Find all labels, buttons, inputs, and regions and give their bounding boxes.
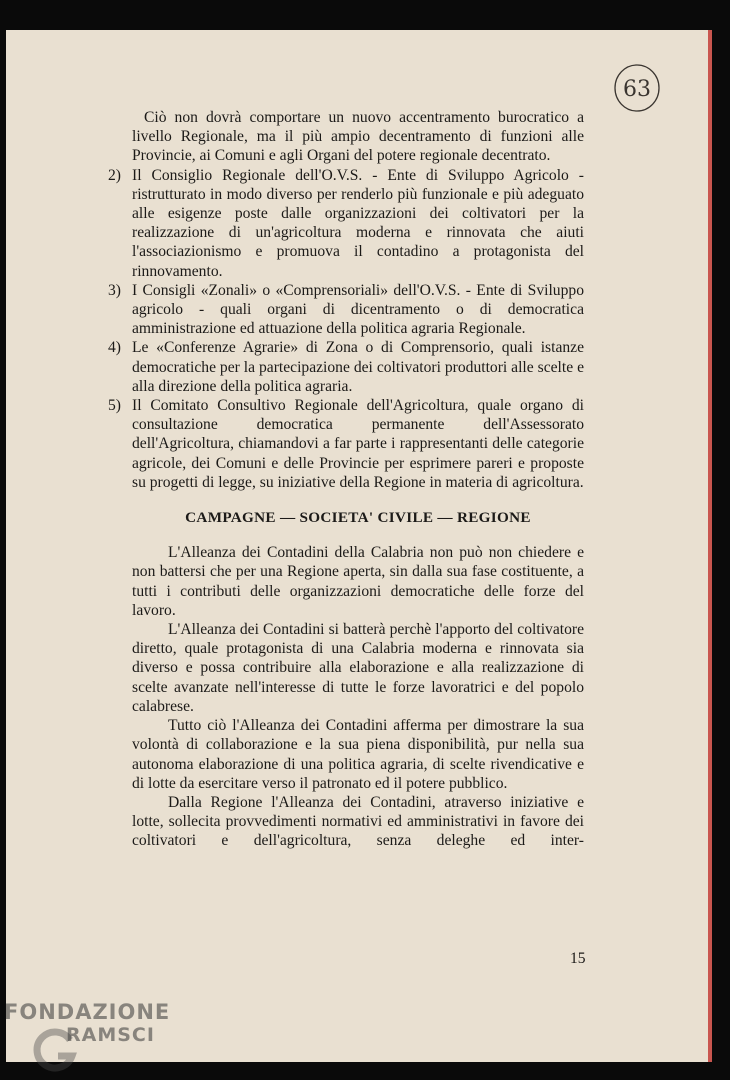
paragraph: Tutto ciò l'Alleanza dei Contadini afferma per dimostrare la sua volontà di collaborazione e la sua piena disponibilità, pur nella sua autonoma elaborazione di una politica agraria, di scelte rivendicative e di lotte da esercitare verso il patronato ed il potere pubblico. (132, 717, 584, 792)
list-text: Il Consiglio Regionale dell'O.V.S. - Ente di Sviluppo Agricolo - ristrutturato in modo diverso per renderlo più funzionale e più adeguato alle esigenze poste dalle organizzazioni dei coltivatori per la realizzazione di un'agricoltura moderna e rinnovata che aiuti l'associazionismo e promuova il contadino a protagonista del rinnovamento. (132, 166, 584, 280)
section-heading: CAMPAGNE — SOCIETA' CIVILE — REGIONE (185, 509, 531, 527)
list-item (108, 166, 584, 281)
watermark-line2: RAMSCI (66, 1024, 155, 1046)
list-item (108, 396, 584, 492)
section-body (108, 543, 584, 850)
intro-paragraph: Ciò non dovrà comportare un nuovo accentramento burocratico a livello Regionale, ma il più ampio decentramento di funzioni alle Provincie, ai Comuni e agli Organi del potere regionale decentrato. (132, 109, 584, 165)
list-item (108, 338, 584, 396)
list-item (108, 281, 584, 339)
list-number: 4) (108, 339, 121, 357)
paragraph: L'Alleanza dei Contadini si batterà perchè l'apporto del coltivatore diretto, quale protagonista di una Calabria moderna e rinnovata sia diverso e possa contribuire alla elaborazione e alla realizzazione di scelte avanzate nell'interesse di tutte le forze lavoratrici e del popolo calabrese. (132, 621, 584, 715)
watermark-line1: FONDAZIONE (4, 1000, 171, 1024)
list-number: 2) (108, 166, 121, 184)
page-number: 15 (570, 950, 586, 967)
list-text: I Consigli «Zonali» o «Comprensoriali» dell'O.V.S. - Ente di Sviluppo agricolo - quali organi di dicentramento o di democratica amministrazione ed attuazione della politica agraria Regionale. (132, 281, 584, 338)
list-number: 5) (108, 397, 121, 415)
handwritten-number-text: 63 (623, 77, 651, 102)
list-text: Le «Conferenze Agrarie» di Zona o di Comprensorio, quali istanze democratiche per la partecipazione dei coltivatori produttori alle scelte e alla direzione della politica agraria. (132, 339, 584, 395)
page-edge (708, 30, 712, 1062)
handwritten-page-number (612, 62, 662, 114)
paragraph: L'Alleanza dei Contadini della Calabria non può non chiedere e non battersi che per una Regione aperta, sin dalla sua fase costituente, a tutti i contributi delle organizzazioni democratiche delle forze del lavoro. (132, 544, 584, 619)
list-number: 3) (108, 281, 121, 299)
paragraph: Dalla Regione l'Alleanza dei Contadini, atraverso iniziative e lotte, sollecita provvedimenti normativi ed amministrativi in favore dei coltivatori e dell'agricoltura, senza deleghe ed inter- (132, 793, 584, 850)
body-text (108, 108, 584, 851)
watermark-logo (4, 1000, 170, 1024)
list-text: Il Comitato Consultivo Regionale dell'Agricoltura, quale organo di consultazione democratica permanente dell'Assessorato dell'Agricoltura, chiamandovi a far parte i rappresentanti delle categorie agricole, dei Comuni e delle Provincie per esprimere pareri e proposte su progetti di legge, su iniziative della Regione in materia di agricoltura. (132, 397, 584, 491)
